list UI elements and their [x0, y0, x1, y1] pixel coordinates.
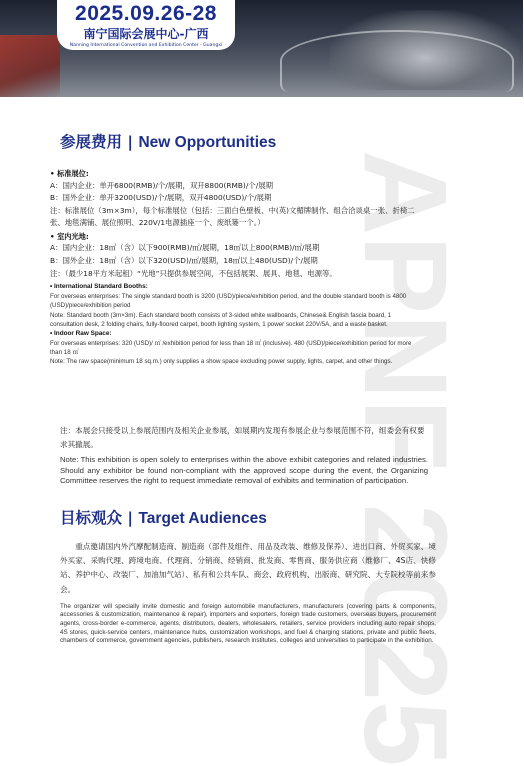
fees-title-en: New Opportunities [138, 134, 277, 151]
event-banner [57, 0, 235, 50]
audience-section-title [60, 506, 267, 528]
en-standard-text: For overseas enterprises: The single standard booth is 3200 (USD)/piece/exhibition period, and the double standard booth is 4800 (USD)/piece/exhibition period [50, 293, 407, 310]
fees-title-separator: | [122, 133, 139, 151]
notice-en: Note: This exhibition is open solely to enterprises within the above exhibit categories and related industries. Should any exhibitor be found non-compliant with the approved scope during the event, the Organizing Committee reserves the right to request immediate removal of exhibits and termination of participation. [60, 455, 428, 486]
notice-cn: 注：本展会只接受以上参展范围内及相关企业参展，如展期内发现有参展企业与参展范围不符，组委会有权要求其撤展。 [60, 426, 425, 449]
en-standard-heading: • International Standard Booths: [50, 282, 418, 292]
event-date: 2025.09.26-28 [75, 2, 217, 25]
hero-robot-arm [0, 35, 60, 97]
fees-section-title [60, 130, 276, 152]
en-raw-text: For overseas enterprises: 320 (USD)/ ㎡ /exhibition period for less than 18 ㎡ (inclusive). 480 (USD)/piece/exhibition period for more than 18 ㎡ [50, 339, 412, 357]
audience-content [60, 540, 436, 646]
event-venue-en: Nanning International Convention and Exhibition Center - Guangxi [69, 43, 223, 48]
en-raw-heading: • Indoor Raw Space: [50, 329, 418, 339]
audience-cn: 重点邀请国内外汽摩配制造商、制造商（部件及组件、用品及改装、维修及保养）、进出口商、外贸买家、境外买家、采购代理、跨境电商、代理商、分销商、经销商、批发商、零售商、服务供应商（维修厂、4S店、快修站、养护中心、改装厂、加油加气站）、私有和公共车队、商会、政府机构、出版商、研究院、大专院校等前来参会。 [60, 542, 436, 594]
raw-space-heading: • 室内光地: [50, 231, 418, 243]
audience-en: The organizer will specially invite domestic and foreign automobile manufacturers, manufacturers (covering parts & components, accessories & customization, maintenance & repair), importers and exporters, foreign trade customers, overseas buyers, procurement agents, cross-border e-commerce, agents, distributors, dealers, wholesalers, retailers, service providers including auto repair shops, 4S stores, quick-service centers, maintenance hubs, customization workshops, and fuel & charging stations, private and public fleets, chambers of commerce, government agencies, publishers, research institutes, colleges and universities to participate in the exhibition. [60, 602, 436, 645]
standard-booth-foreign: B：国外企业：单开3200(USD)/个/展期，双开4800(USD)/个/展期 [50, 193, 272, 203]
standard-booth-note: 注：标准展位（3m×3m），每个标准展位（包括：三面白色壁板、中(英)文楣牌制作、组合洽谈桌一张、折椅二张、地毯满铺、展位照明、220V/1电源插座一个、废纸篓一个。） [50, 205, 415, 228]
raw-space-note: 注：（最少18平方米起租）“光地”只提供参展空间，不包括展架、展具、地毯、电源等。 [50, 268, 337, 278]
standard-booth-heading: • 标准展位: [50, 168, 418, 180]
raw-space-domestic: A：国内企业：18㎡（含）以下900(RMB)/㎡/展期，18㎡以上800(RMB)/㎡/展期 [50, 243, 320, 253]
audience-title-en: Target Audiences [138, 510, 267, 527]
raw-space-foreign: B：国外企业：18㎡（含）以下320(USD)/㎡/展期，18㎡以上480(USD)/个/展期 [50, 255, 318, 265]
en-standard-note: Note: Standard booth (3m×3m). Each standard booth consists of 3-sided white wallboards, Chinese& English fascia board, 1 consultation desk, 2 folding chairs, fully-floored carpet, booth lighting system, 1 power socket 220V/5A, and a waste basket. [50, 311, 392, 328]
standard-booth-domestic: A：国内企业：单开6800(RMB)/个/展期，双开8800(RMB)/个/展期 [50, 180, 273, 190]
fees-content [50, 168, 418, 367]
watermark-text: APNF 2025 [339, 150, 471, 767]
en-raw-note: Note: The raw space(minimum 18 sq.m.) only supplies a show space excluding power supply, lights, carpet, and other things. [50, 358, 393, 366]
header-hero-image [0, 0, 523, 97]
fees-title-cn: 参展费用 [60, 133, 123, 151]
audience-title-separator: | [122, 509, 139, 527]
exhibition-notice [60, 424, 428, 487]
audience-title-cn: 目标观众 [60, 509, 123, 527]
hero-car-outline [280, 30, 514, 92]
event-venue-cn: 南宁国际会展中心-广西 [83, 27, 209, 41]
